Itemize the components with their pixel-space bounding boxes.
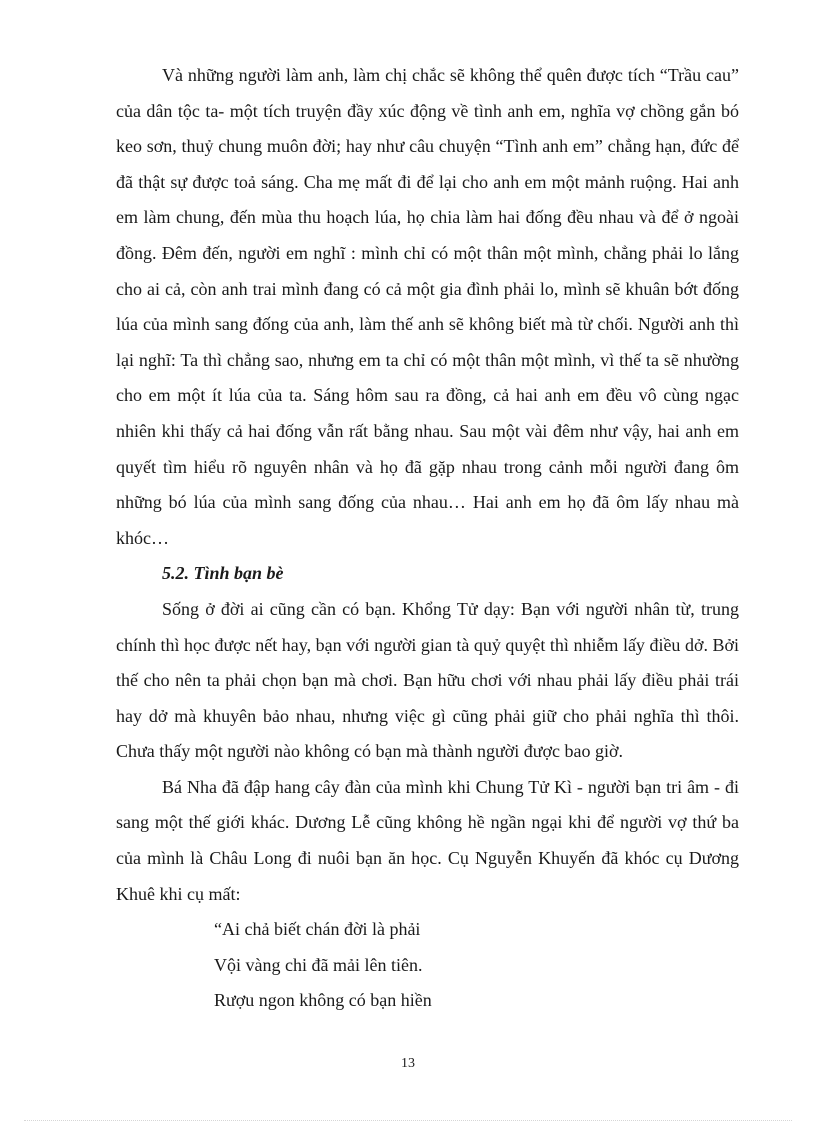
paragraph-ba-nha: Bá Nha đã đập hang cây đàn của mình khi Chung Tử Kì - người bạn tri âm - đi sang một thế giới khác. Dương Lễ cũng không hề ngần ngại khi để người vợ thứ ba của mình là Châu Long đi nuôi bạn ăn học. Cụ Nguyễn Khuyến đã khóc cụ Dương Khuê khi cụ mất: [116,776,739,904]
page-bottom-divider [24,1120,792,1121]
page-body [116,58,739,1019]
verse-line-1: “Ai chả biết chán đời là phải [214,919,421,940]
verse-line-2: Vội vàng chi đã mải lên tiên. [214,954,423,975]
paragraph-tinh-ban: Sống ở đời ai cũng cần có bạn. Khổng Tử dạy: Bạn với người nhân từ, trung chính thì học được nết hay, bạn với người gian tà quỷ quyệt thì nhiễm lấy điều dở. Bởi thế cho nên ta phải chọn bạn mà chơi. Bạn hữu chơi với nhau phải lấy điều phải trái hay dở mà khuyên bảo nhau, nhưng việc gì cũng phải giữ cho phải nghĩa thì thôi. Chưa thấy một người nào không có bạn mà thành người được bao giờ. [116,598,739,762]
verse-line-3: Rượu ngon không có bạn hiền [214,990,432,1011]
poem-quote [116,912,739,1019]
page-number: 13 [401,1056,415,1071]
paragraph-tinh-anh-em: Và những người làm anh, làm chị chắc sẽ không thể quên được tích “Trầu cau” của dân tộc ta- một tích truyện đầy xúc động về tình anh em, nghĩa vợ chồng gắn bó keo sơn, thuỷ chung muôn đời; hay như câu chuyện “Tình anh em” chẳng hạn, đức để đã thật sự được toả sáng. Cha mẹ mất đi để lại cho anh em một mảnh ruộng. Hai anh em làm chung, đến mùa thu hoạch lúa, họ chia làm hai đống đều nhau và để ở ngoài đồng. Đêm đến, người em nghĩ : mình chỉ có một thân một mình, chẳng phải lo lắng cho ai cả, còn anh trai mình đang có cả một gia đình phải lo, mình sẽ khuân bớt đống lúa của mình sang đống của anh, làm thế anh sẽ không biết mà từ chối. Người anh thì lại nghĩ: Ta thì chẳng sao, nhưng em ta chỉ có một thân một mình, vì thế ta sẽ nhường cho em một ít lúa của ta. Sáng hôm sau ra đồng, cả hai anh em đều vô cùng ngạc nhiên khi thấy cả hai đống vẫn rất bằng nhau. Sau một vài đêm như vậy, hai anh em quyết tìm hiểu rõ nguyên nhân và họ đã gặp nhau trong cảnh mỗi người đang ôm những bó lúa của mình sang đống của nhau… Hai anh em họ đã ôm lấy nhau mà khóc… [116,65,739,548]
section-heading: 5.2. Tình bạn bè [162,563,284,584]
